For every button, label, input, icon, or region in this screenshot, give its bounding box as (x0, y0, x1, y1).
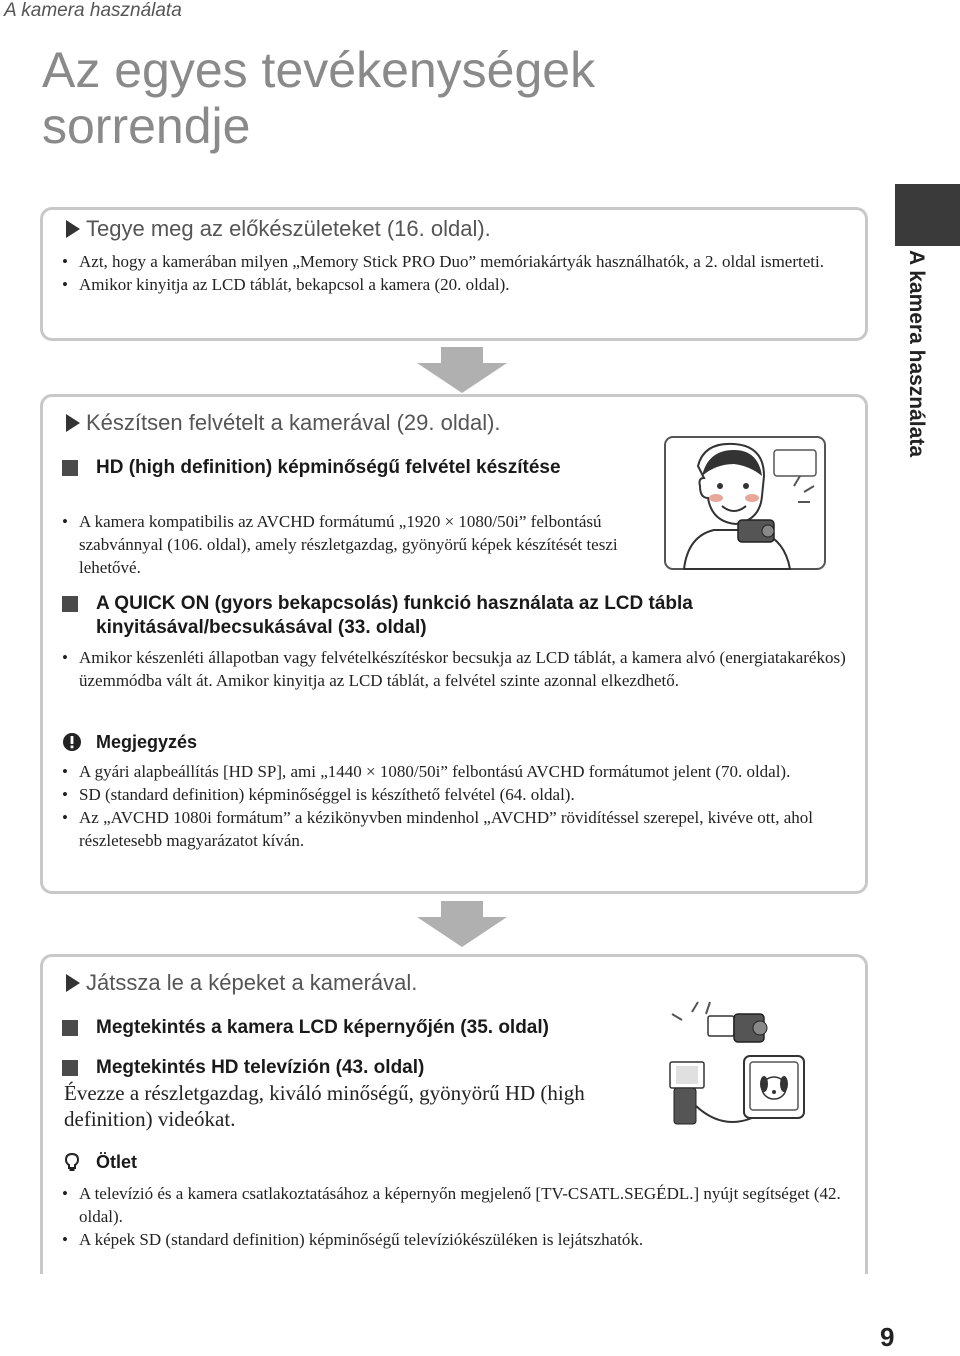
list-item: • A televízió és a kamera csatlakoztatásához a képernyőn megjelenő [TV-CSATL.SEGÉDL.] nyújt segítséget (42. oldal). (62, 1182, 852, 1228)
quick-on-list (62, 646, 852, 692)
tip-heading (62, 1152, 137, 1173)
playback-paragraph: Évezze a részletgazdag, kiváló minőségű, gyönyörű HD (high definition) videókat. (64, 1081, 585, 1131)
lcd-viewing-heading-text: Megtekintés a kamera LCD képernyőjén (35. oldal) (96, 1017, 549, 1038)
section-tab-label: A kamera használata (905, 250, 928, 457)
square-bullet-icon (62, 596, 78, 612)
page-number: 9 (880, 1322, 895, 1352)
triangle-arrow-icon (66, 414, 80, 432)
hd-recording-list (62, 510, 642, 579)
list-item: • A képek SD (standard definition) képminőségű televíziókészüléken is lejátszhatók. (62, 1228, 852, 1251)
section-tab-block (895, 184, 960, 246)
note-heading (62, 732, 197, 753)
lightbulb-icon (62, 1152, 82, 1172)
down-arrow-icon (417, 347, 507, 393)
tip-heading-text: Ötlet (96, 1152, 138, 1172)
camcorder-and-tv-illustration (662, 1000, 806, 1132)
list-item: • Azt, hogy a kamerában milyen „Memory Stick PRO Duo” memóriakártyák használhatók, a 2. oldal ismerteti. (62, 250, 852, 273)
list-item: • Az „AVCHD 1080i formátum” a kézikönyvben mindenhol „AVCHD” rövidítéssel szerepel, kivéve ott, ahol részletesebb magyarázatot kíván. (62, 806, 852, 852)
triangle-arrow-icon (66, 220, 80, 238)
hd-recording-heading-text: HD (high definition) képminőségű felvétel készítése (96, 457, 561, 478)
warning-icon (62, 732, 82, 752)
lcd-viewing-heading (62, 1016, 662, 1040)
triangle-arrow-icon (66, 974, 80, 992)
square-bullet-icon (62, 1020, 78, 1036)
hd-tv-viewing-heading-text: Megtekintés HD televízión (43. oldal) (96, 1057, 425, 1078)
square-bullet-icon (62, 460, 78, 476)
note-heading-text: Megjegyzés (96, 732, 198, 752)
running-head: A kamera használata (4, 0, 182, 21)
step-prepare-heading-text: Tegye meg az előkészületeket (16. oldal). (86, 216, 491, 241)
hd-recording-heading (62, 456, 562, 480)
list-item: • Amikor kinyitja az LCD táblát, bekapcsol a kamera (20. oldal). (62, 273, 852, 296)
tip-list (62, 1182, 852, 1251)
square-bullet-icon (62, 1060, 78, 1076)
list-item: • A kamera kompatibilis az AVCHD formátumú „1920 × 1080/50i” felbontású szabvánnyal (106. oldal), amely részletgazdag, gyönyörű képek készítését teszi lehetővé. (62, 510, 642, 579)
down-arrow-icon (417, 901, 507, 947)
step-prepare-list (62, 250, 852, 296)
list-item: • Amikor készenléti állapotban vagy felvételkészítéskor becsukja az LCD táblát, a kamera alvó (energiatakarékos) üzemmódba vált át. Amikor kinyitja az LCD táblát, a felvétel szinte azonnal elkezdhető. (62, 646, 852, 692)
step-playback-heading-text: Játssza le a képeket a kamerával. (86, 970, 418, 995)
quick-on-heading (62, 592, 862, 640)
step-playback-heading (66, 970, 417, 996)
page-title: Az egyes tevékenységek sorrendje (42, 42, 596, 154)
hd-tv-viewing-heading (62, 1056, 562, 1080)
list-item: • SD (standard definition) képminőséggel is készíthető felvétel (64. oldal). (62, 783, 852, 806)
note-list (62, 760, 852, 852)
person-with-camcorder-illustration (664, 436, 826, 570)
list-item: • A gyári alapbeállítás [HD SP], ami „1440 × 1080/50i” felbontású AVCHD formátumot jelent (70. oldal). (62, 760, 852, 783)
step-prepare-heading (66, 216, 491, 242)
step-record-heading (66, 410, 501, 436)
step-record-heading-text: Készítsen felvételt a kamerával (29. oldal). (86, 410, 501, 435)
quick-on-heading-text: A QUICK ON (gyors bekapcsolás) funkció használata az LCD tábla kinyitásával/becsukásával (33. oldal) (96, 593, 693, 638)
